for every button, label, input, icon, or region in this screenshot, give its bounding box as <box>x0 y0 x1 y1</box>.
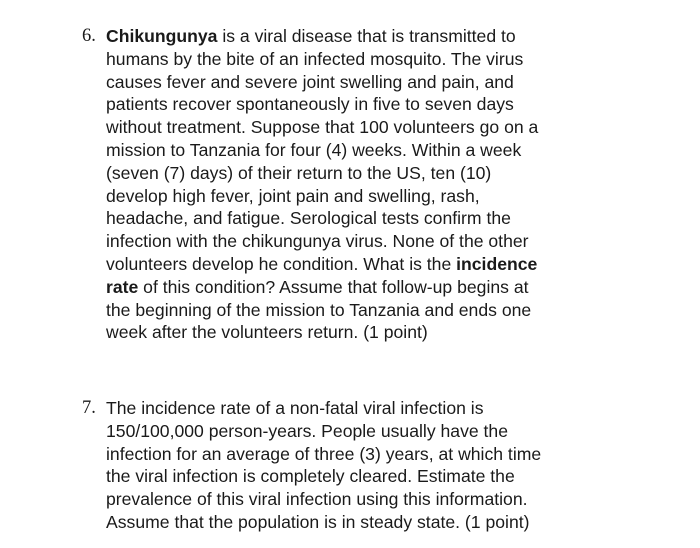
bold-term: incidence <box>456 253 538 274</box>
text-line: develop high fever, joint pain and swelling, rash, <box>106 185 480 206</box>
question-7 <box>82 397 622 534</box>
text-line <box>106 253 610 276</box>
bold-term: Chikungunya <box>106 26 218 46</box>
text-line: infection for an average of three (3) years, at which time <box>106 443 542 464</box>
text-line: Assume that the population is in steady state. (1 point) <box>106 511 530 532</box>
question-6 <box>82 25 622 344</box>
text-line: prevalence of this viral infection using this information. <box>106 489 528 510</box>
text-line: infection with the chikungunya virus. None of the other <box>106 231 529 252</box>
text-line: the beginning of the mission to Tanzania and ends one <box>106 299 532 320</box>
text-line: week after the volunteers return. (1 point) <box>106 322 428 343</box>
text-line: causes fever and severe joint swelling and pain, and <box>106 71 514 92</box>
question-text <box>106 397 610 534</box>
text-line: 150/100,000 person-years. People usually have the <box>106 420 509 441</box>
line-text: is a viral disease that is transmitted to <box>217 26 516 46</box>
question-number: 6. <box>82 26 96 46</box>
bold-term: rate <box>106 276 139 297</box>
text-line: (seven (7) days) of their return to the US, ten (10) <box>106 162 492 183</box>
text-line: humans by the bite of an infected mosquito. The virus <box>106 48 524 69</box>
text-line: headache, and fatigue. Serological tests confirm the <box>106 208 511 229</box>
text-line <box>106 276 610 299</box>
text-line: patients recover spontaneously in five to seven days <box>106 94 514 115</box>
text-line: without treatment. Suppose that 100 volunteers go on a <box>106 117 539 138</box>
question-text <box>106 25 610 344</box>
text-line <box>106 25 610 48</box>
text-line: mission to Tanzania for four (4) weeks. Within a week <box>106 139 522 160</box>
line-text: volunteers develop he condition. What is the <box>106 253 457 274</box>
text-line: The incidence rate of a non-fatal viral infection is <box>106 398 484 418</box>
question-number: 7. <box>82 398 96 418</box>
line-text: of this condition? Assume that follow-up begins at <box>138 276 529 297</box>
text-line: the viral infection is completely cleared. Estimate the <box>106 466 515 487</box>
